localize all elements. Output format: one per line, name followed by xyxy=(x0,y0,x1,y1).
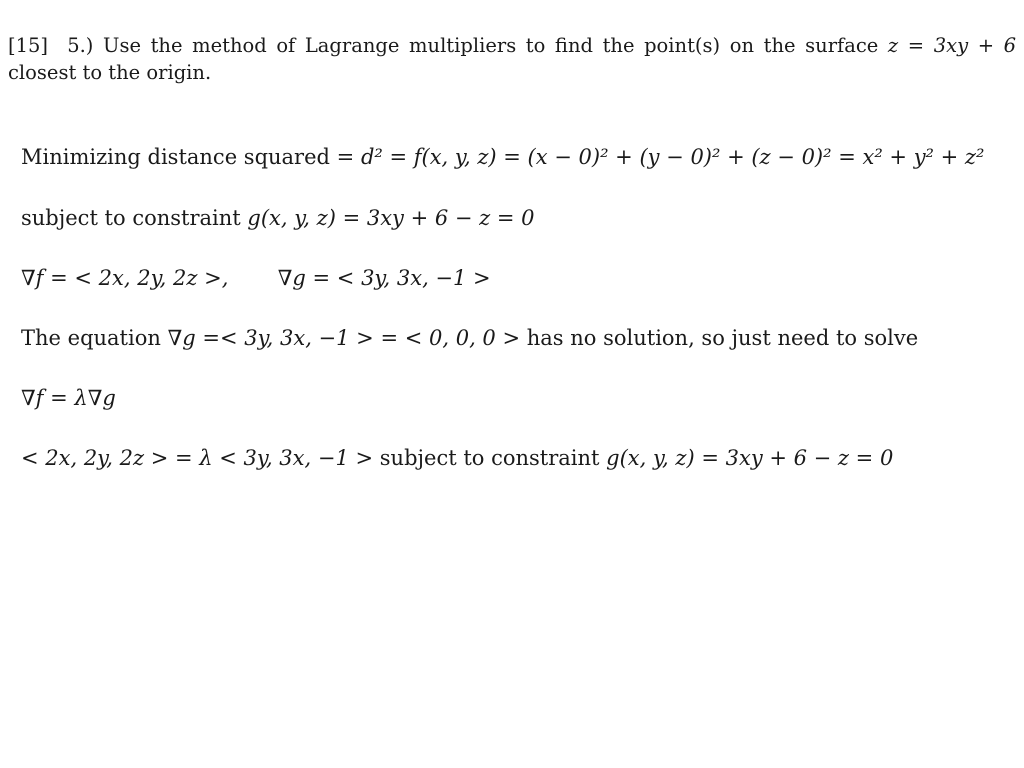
problem-points: [15] xyxy=(8,34,49,57)
gradient-f: ∇f = < 2x, 2y, 2z >, xyxy=(21,266,229,290)
gradient-g: ∇g = < 3y, 3x, −1 > xyxy=(277,266,491,290)
solution-line-1 xyxy=(21,142,984,172)
solution-line-2 xyxy=(21,203,535,233)
line1-text: Minimizing distance squared xyxy=(21,145,330,169)
solution-line-3 xyxy=(21,263,491,293)
problem-label: 5.) xyxy=(67,34,94,57)
line6-text: subject to constraint xyxy=(379,446,600,470)
problem-text-before: Use the method of Lagrange multipliers to find the point(s) on the surface xyxy=(103,34,879,57)
line6-expression1: < 2x, 2y, 2z > = λ < 3y, 3x, −1 > xyxy=(21,446,374,470)
line2-text: subject to constraint xyxy=(21,206,241,230)
line4-expression: ∇g =< 3y, 3x, −1 > = < 0, 0, 0 > xyxy=(167,326,521,350)
line1-expression: = d² = f(x, y, z) = (x − 0)² + (y − 0)² + (z − 0)² = x² + y² + z² xyxy=(336,145,985,169)
solution-line-6 xyxy=(21,443,893,473)
lagrange-condition: ∇f = λ∇g xyxy=(21,386,116,410)
problem-statement xyxy=(8,32,1016,86)
solution-line-5 xyxy=(21,383,116,413)
line6-expression2: g(x, y, z) = 3xy + 6 − z = 0 xyxy=(606,446,894,470)
line2-expression: g(x, y, z) = 3xy + 6 − z = 0 xyxy=(247,206,535,230)
problem-text-after: closest to the origin. xyxy=(8,61,212,84)
surface-equation: z = 3xy + 6 xyxy=(887,34,1017,57)
line4-text2: has no solution, so just need to solve xyxy=(526,326,919,350)
solution-line-4 xyxy=(21,323,918,353)
line4-text1: The equation xyxy=(21,326,161,350)
